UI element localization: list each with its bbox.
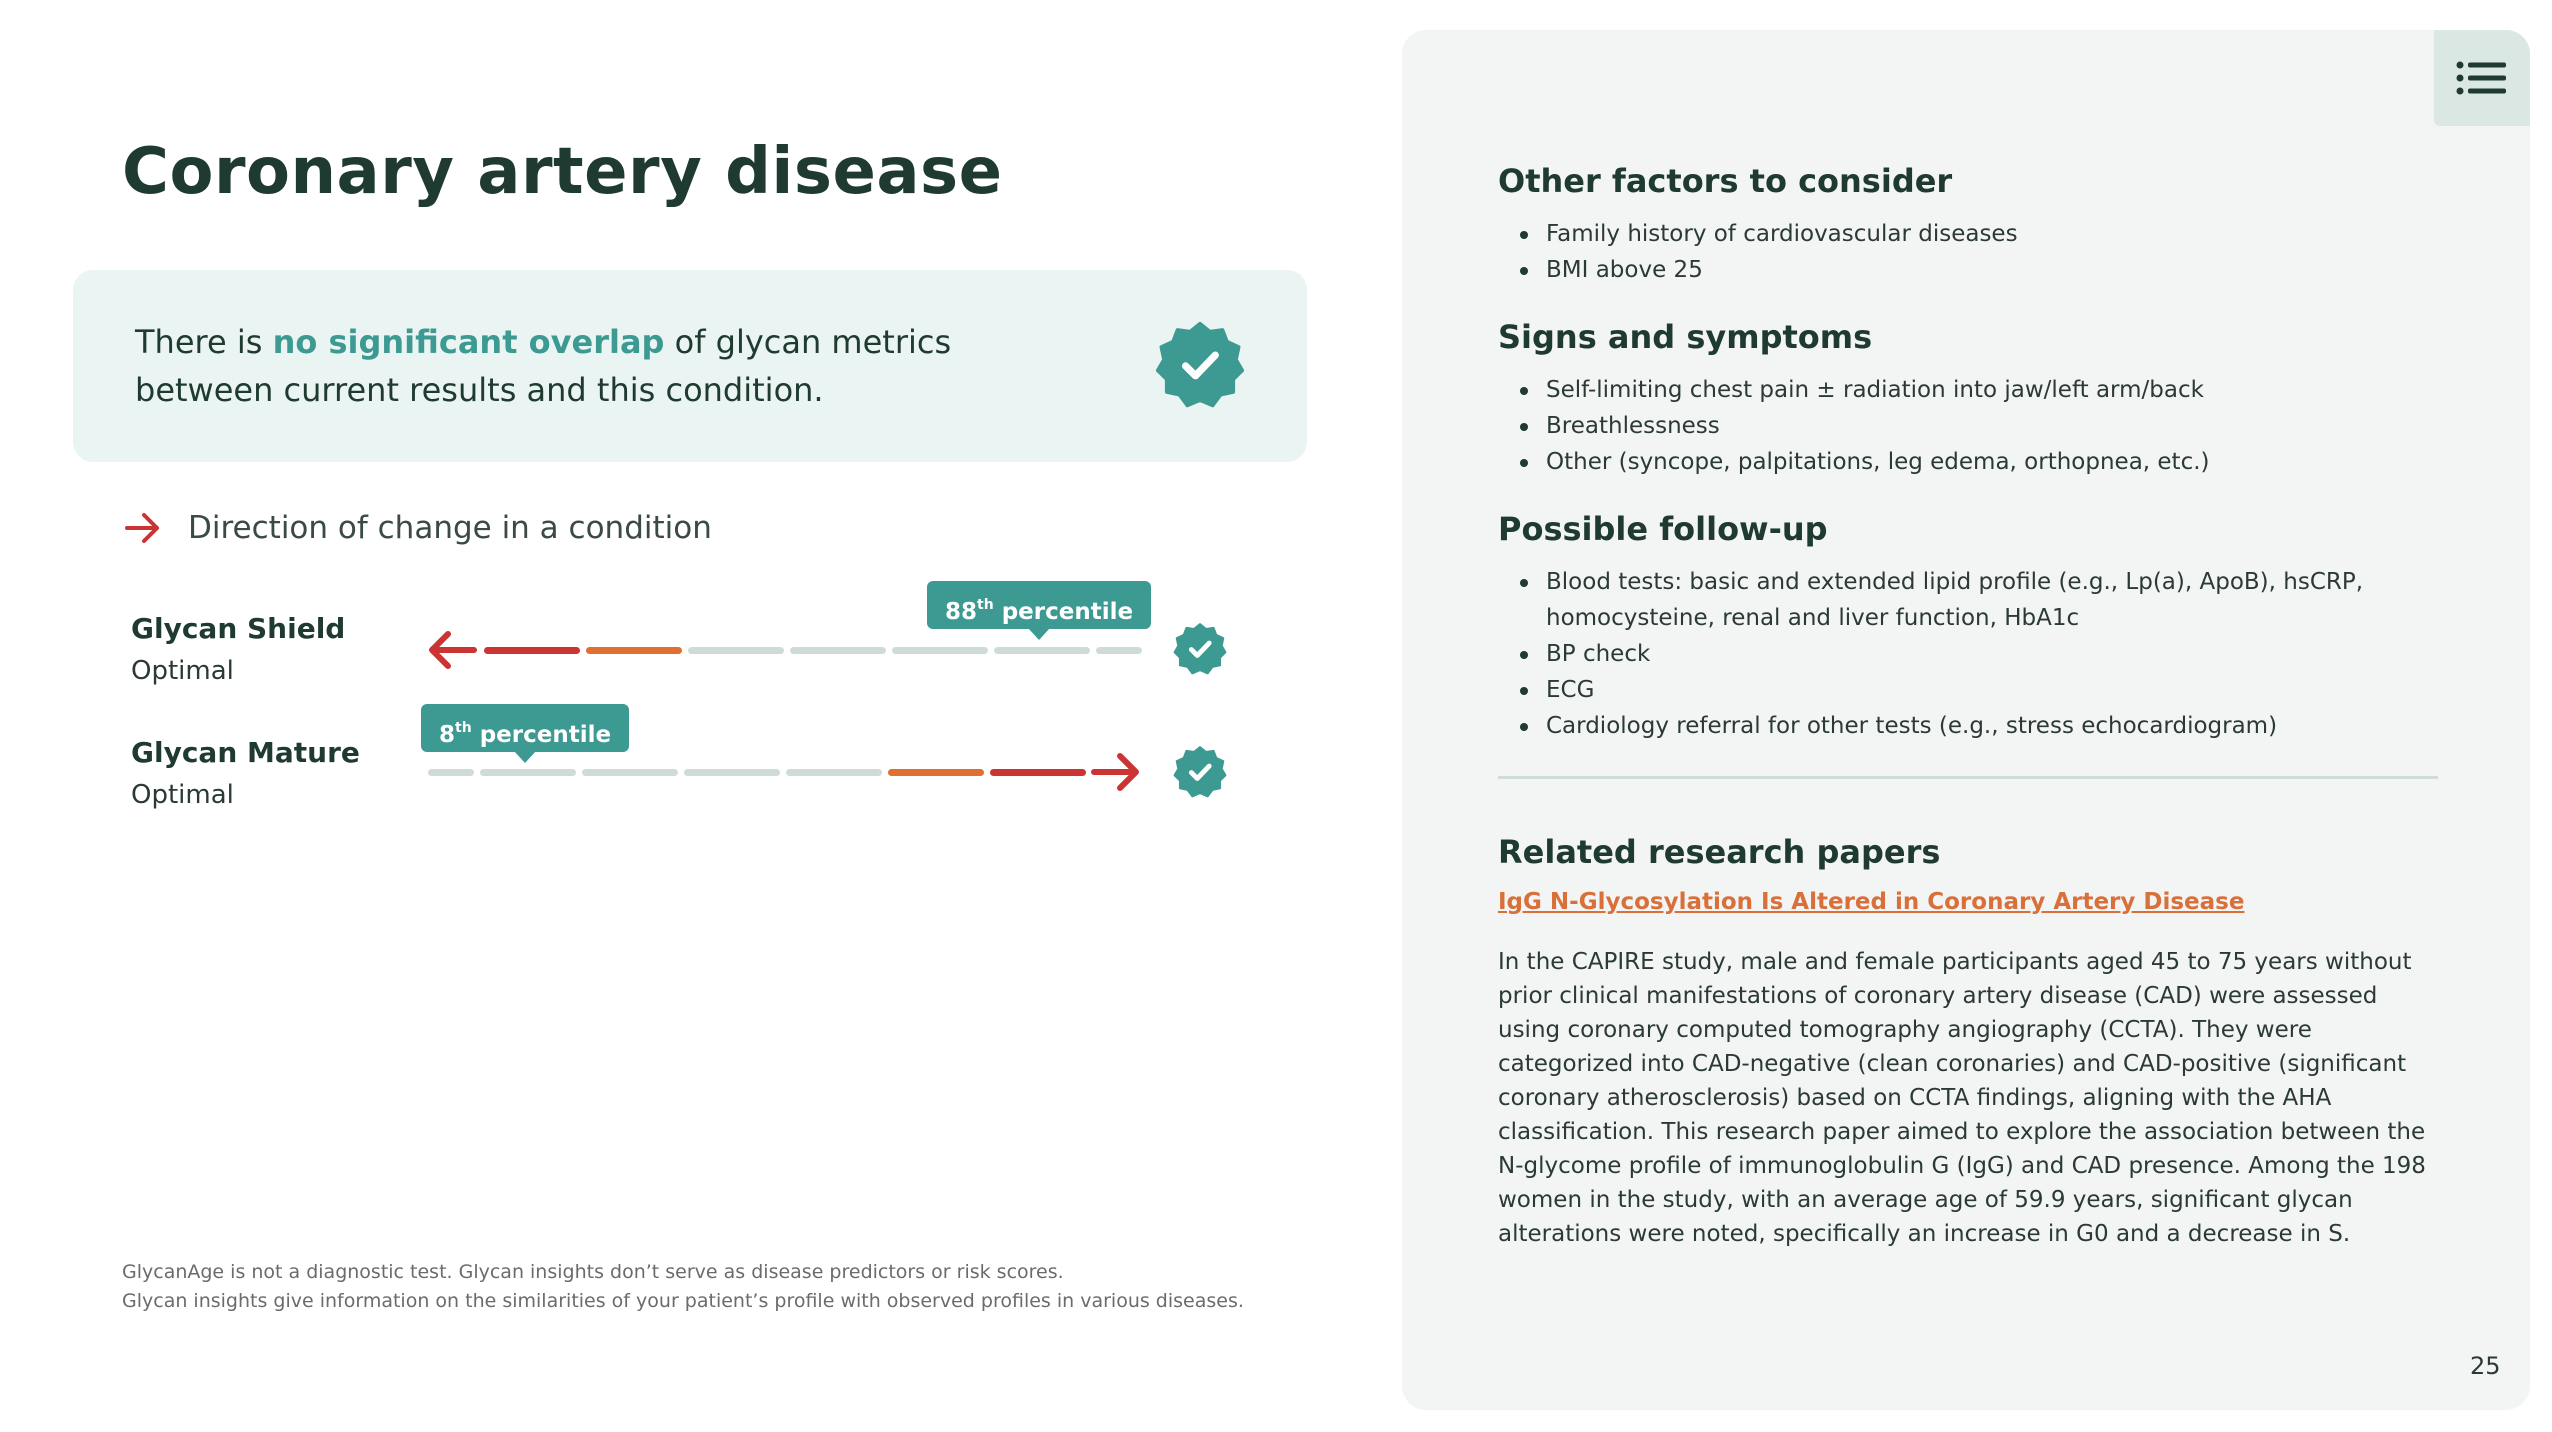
page-title: Coronary artery disease (122, 135, 1003, 209)
followup-heading: Possible follow-up (1498, 510, 1828, 548)
scale-segment (990, 769, 1086, 776)
summary-box (73, 270, 1307, 462)
verified-check-badge-icon (1155, 320, 1245, 410)
scale-segment (586, 647, 682, 654)
list-item: Other (syncope, palpitations, leg edema, orthopnea, etc.) (1498, 444, 2438, 480)
scale-segment (484, 647, 580, 654)
page-number: 25 (2470, 1352, 2501, 1380)
list-item: Self-limiting chest pain ± radiation into jaw/left arm/back (1498, 372, 2438, 408)
scale-segment (480, 769, 576, 776)
percentile-scale-glycan-shield (420, 630, 1142, 670)
scale-segment (684, 769, 780, 776)
legend-label: Direction of change in a condition (188, 510, 712, 546)
summary-highlight: no significant overlap (272, 323, 665, 361)
list-item: Breathlessness (1498, 408, 2438, 444)
metric-status-glycan-shield: Optimal (131, 656, 234, 686)
arrow-right-icon (124, 511, 162, 545)
info-content (1498, 162, 2438, 1251)
percentile-scale-glycan-mature (420, 752, 1142, 792)
verified-check-badge-icon (1173, 745, 1227, 799)
verified-check-badge-icon (1173, 622, 1227, 676)
scale-segment (994, 647, 1090, 654)
factors-list (1498, 216, 2438, 288)
research-abstract: In the CAPIRE study, male and female participants aged 45 to 75 years without prior clinical manifestations of coronary artery disease (CAD) were assessed using coronary computed tomography angiography (CCTA). They were categorized into CAD-negative (clean coronaries) and CAD-positive (significant coronary atherosclerosis) based on CCTA findings, aligning with the AHA classification. This research paper aimed to explore the association between the N-glycome profile of immunoglobulin G (IgG) and CAD presence. Among the 198 women in the study, with an average age of 59.9 years, significant glycan alterations were noted, specifically an increase in G0 and a decrease in S. (1498, 949, 2426, 1247)
symptoms-heading: Signs and symptoms (1498, 318, 1873, 356)
scale-segment (582, 769, 678, 776)
disclaimer: GlycanAge is not a diagnostic test. Glycan insights don’t serve as disease predictors or risk scores. Glycan insights give information on the similarities of your patient’s profile with observed profiles in various diseases. (122, 1261, 1244, 1312)
factors-heading: Other factors to consider (1498, 162, 1953, 200)
scale-segment (888, 769, 984, 776)
arrow-left-icon (426, 630, 478, 670)
scale-segment (892, 647, 988, 654)
metric-name-glycan-shield: Glycan Shield (131, 612, 346, 645)
direction-legend (124, 510, 712, 546)
metric-name-glycan-mature: Glycan Mature (131, 736, 360, 769)
summary-text: There is no significant overlap of glycan metrics between current results and this condition. (135, 323, 952, 409)
menu-button[interactable] (2434, 30, 2530, 126)
metric-status-glycan-mature: Optimal (131, 780, 234, 810)
scale-segment (1096, 647, 1142, 654)
list-item: ECG (1498, 672, 2438, 708)
divider (1498, 776, 2438, 779)
info-panel (1402, 30, 2530, 1410)
list-menu-icon (2456, 61, 2508, 95)
scale-segment (786, 769, 882, 776)
list-item: Cardiology referral for other tests (e.g., stress echocardiogram) (1498, 708, 2438, 744)
list-item: BP check (1498, 636, 2438, 672)
percentile-tooltip-glycan-mature: 8th percentile (421, 704, 629, 752)
arrow-right-icon (1090, 752, 1142, 792)
scale-segment (790, 647, 886, 654)
list-item: BMI above 25 (1498, 252, 2438, 288)
symptoms-list (1498, 372, 2438, 480)
research-heading: Related research papers (1498, 833, 1941, 871)
research-paper-link[interactable]: IgG N-Glycosylation Is Altered in Coronary Artery Disease (1498, 889, 2245, 915)
scale-segment (688, 647, 784, 654)
list-item: Family history of cardiovascular diseases (1498, 216, 2438, 252)
scale-segment (428, 769, 474, 776)
percentile-tooltip-glycan-shield: 88th percentile (927, 581, 1151, 629)
list-item: Blood tests: basic and extended lipid profile (e.g., Lp(a), ApoB), hsCRP, homocysteine, renal and liver function, HbA1c (1498, 564, 2438, 636)
followup-list (1498, 564, 2438, 744)
